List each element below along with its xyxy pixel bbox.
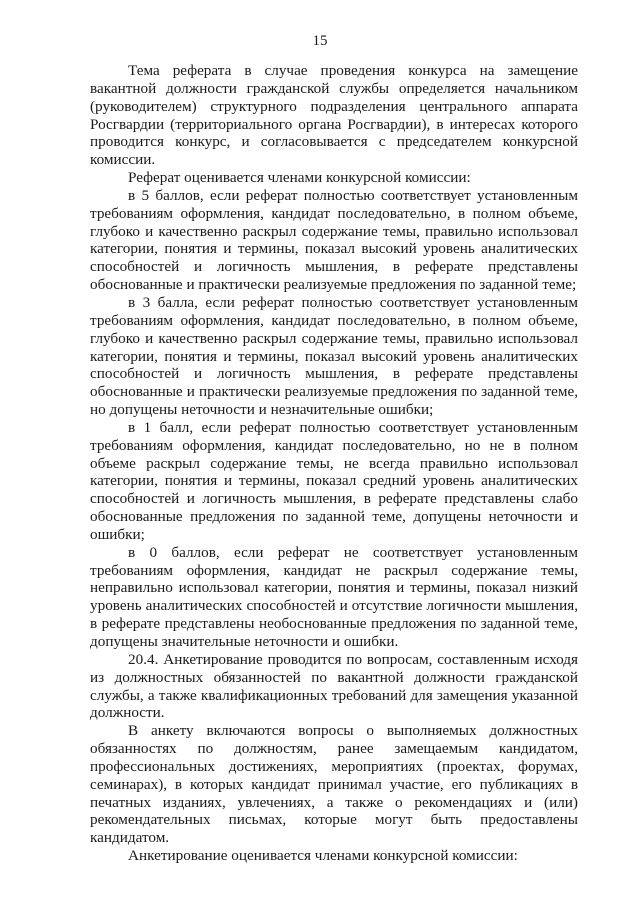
- page-number: 15: [312, 33, 328, 49]
- paragraph-questionnaire-basis: 20.4. Анкетирование проводится по вопросам, составленным исходя из должностных обязанностей по вакантной должности гражданской службы, а также квалификационных требований для замещения указанной должности.: [90, 650, 578, 722]
- paragraph-score-0: в 0 баллов, если реферат не соответствует установленным требованиям оформления, кандидат не раскрыл содержание темы, неправильно использовал категории, понятия и термины, показал низкий уровень аналитических способностей и отсутствие логичности мышления, в реферате представлены необоснованные предложения по заданной теме, допущены значительные неточности и ошибки.: [90, 543, 578, 650]
- paragraph-score-1: в 1 балл, если реферат полностью соответствует установленным требованиям оформления, кандидат последовательно, но не в полном объеме раскрыл содержание темы, не всегда правильно использовал категории, понятия и термины, показал средний уровень аналитических способностей и логичность мышления, в реферате представлены слабо обоснованные предложения по заданной теме, допущены неточности и ошибки;: [90, 418, 578, 543]
- paragraph-score-5: в 5 баллов, если реферат полностью соответствует установленным требованиям оформления, кандидат последовательно, в полном объеме, глубоко и качественно раскрыл содержание темы, правильно использовал категории, понятия и термины, показал высокий уровень аналитических способностей и логичность мышления, в реферате представлены обоснованные и практически реализуемые предложения по заданной теме;: [90, 186, 578, 294]
- paragraph-score-3: в 3 балла, если реферат полностью соответствует установленным требованиям оформления, кандидат последовательно, в полном объеме, глубоко и качественно раскрыл содержание темы, правильно использовал категории, понятия и термины, показал высокий уровень аналитических способностей и логичность мышления, в реферате представлены обоснованные и практически реализуемые предложения по заданной теме, но допущены неточности и незначительные ошибки;: [90, 293, 578, 419]
- paragraph-questionnaire-evaluation-intro: Анкетирование оценивается членами конкурсной комиссии:: [128, 847, 518, 865]
- paragraph-essay-topic: Тема реферата в случае проведения конкурса на замещение вакантной должности гражданской службы определяется начальником (руководителем) структурного подразделения центрального аппарата Росгвардии (территориального органа Росгвардии), в интересах которого проводится конкурс, и согласовывается с председателем конкурсной комиссии.: [90, 62, 578, 169]
- paragraph-questionnaire-content: В анкету включаются вопросы о выполняемых должностных обязанностях по должностям, ранее замещаемым кандидатом, профессиональных достижениях, мероприятиях (проектах, форумах, семинарах), в которых кандидат принимал участие, его публикациях в печатных изданиях, увлечениях, а также о рекомендациях и (или) рекомендательных письмах, которые могут быть предоставлены кандидатом.: [90, 722, 578, 847]
- paragraph-essay-evaluation-intro: Реферат оценивается членами конкурсной комиссии:: [128, 169, 471, 187]
- document-body: [90, 62, 578, 865]
